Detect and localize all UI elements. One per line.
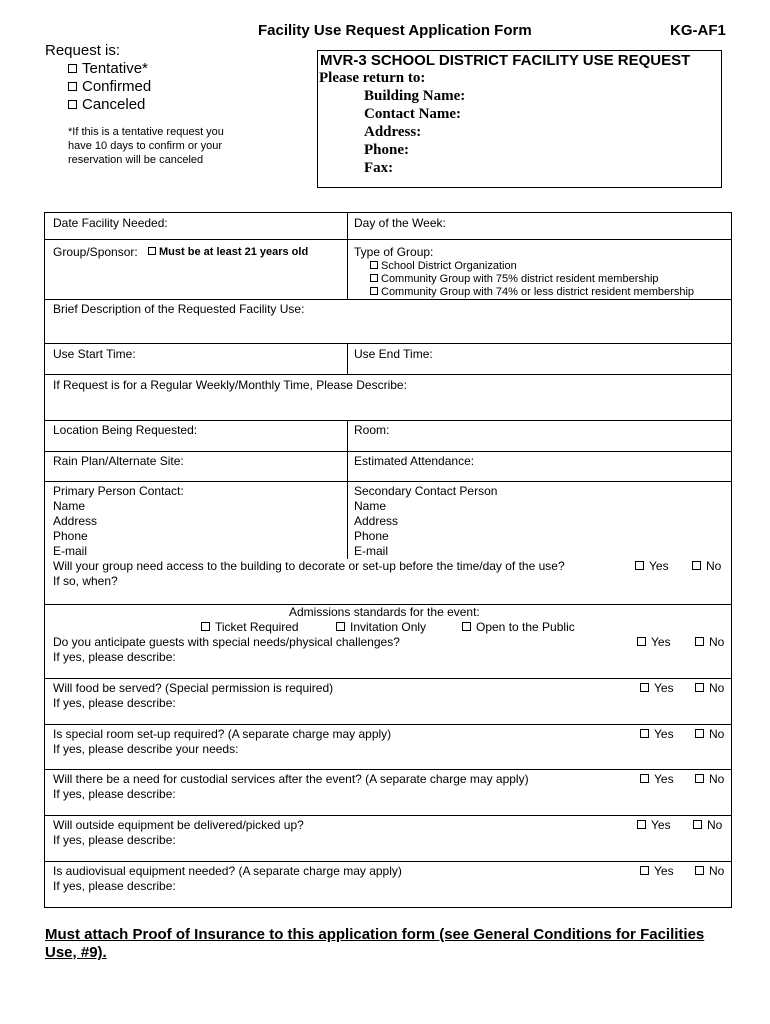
secondary-contact-label: Secondary Contact Person [354,484,498,498]
day-of-week-label: Day of the Week: [354,216,446,230]
checkbox-icon[interactable] [370,261,378,269]
attendance-label: Estimated Attendance: [354,454,475,468]
type-of-group-label: Type of Group: [354,245,434,259]
equipment-question: Will outside equipment be delivered/picked up? [53,818,304,832]
checkbox-icon[interactable] [201,622,210,631]
secondary-email-label: E-mail [354,544,389,558]
secondary-phone-label: Phone [354,529,389,543]
primary-address-label: Address [53,514,98,528]
food-describe: If yes, please describe: [53,696,176,710]
checkbox-icon[interactable] [695,866,704,875]
age-requirement[interactable]: Must be at least 21 years old [148,246,308,259]
tentative-note: *If this is a tentative request you have 10 days to confirm or your reservation will be canceled [68,126,224,166]
admission-ticket[interactable]: Ticket Required [201,620,299,635]
checkbox-icon[interactable] [695,729,704,738]
av-no[interactable]: No [695,864,724,879]
location-label: Location Being Requested: [53,423,198,437]
custodial-question: Will there be a need for custodial services after the event? (A separate charge may apply) [53,772,529,786]
equipment-describe: If yes, please describe: [53,833,176,847]
form-code: KG-AF1 [670,22,726,39]
av-yes[interactable]: Yes [640,864,674,879]
admission-public[interactable]: Open to the Public [462,620,575,635]
request-option-canceled[interactable]: Canceled [68,96,145,113]
checkbox-icon[interactable] [635,561,644,570]
start-time-label: Use Start Time: [53,347,136,361]
checkbox-icon[interactable] [68,100,77,109]
checkbox-icon[interactable] [693,820,702,829]
checkbox-icon[interactable] [370,287,378,295]
av-question: Is audiovisual equipment needed? (A separate charge may apply) [53,864,402,878]
custodial-no[interactable]: No [695,772,724,787]
checkbox-icon[interactable] [336,622,345,631]
setup-no[interactable]: No [695,727,724,742]
checkbox-icon[interactable] [148,247,156,255]
food-question: Will food be served? (Special permission is required) [53,681,334,695]
date-needed-label: Date Facility Needed: [53,216,168,230]
special-needs-describe: If yes, please describe: [53,650,176,664]
access-when-label: If so, when? [53,574,118,588]
food-yes[interactable]: Yes [640,681,674,696]
checkbox-icon[interactable] [640,729,649,738]
request-label: Request is: [45,42,121,59]
request-option-confirmed[interactable]: Confirmed [68,78,151,95]
equipment-no[interactable]: No [693,818,722,833]
description-label: Brief Description of the Requested Facility Use: [53,302,305,316]
admission-invitation[interactable]: Invitation Only [336,620,426,635]
av-describe: If yes, please describe: [53,879,176,893]
room-label: Room: [354,423,390,437]
checkbox-icon[interactable] [370,274,378,282]
checkbox-icon[interactable] [640,774,649,783]
secondary-name-label: Name [354,499,387,513]
access-yes[interactable]: Yes [635,559,669,574]
custodial-describe: If yes, please describe: [53,787,176,801]
checkbox-icon[interactable] [695,774,704,783]
request-form-table [44,212,732,908]
access-question: Will your group need access to the building to decorate or set-up before the time/day of the use? [53,559,565,573]
building-name-label: Building Name: [364,88,466,104]
checkbox-icon[interactable] [68,82,77,91]
phone-label: Phone: [364,142,409,158]
address-label: Address: [364,124,422,140]
fax-label: Fax: [364,160,394,176]
group-type-community-75[interactable]: Community Group with 75% district resident membership [370,273,659,286]
equipment-yes[interactable]: Yes [637,818,671,833]
checkbox-icon[interactable] [462,622,471,631]
special-needs-question: Do you anticipate guests with special needs/physical challenges? [53,635,400,649]
insurance-notice: Must attach Proof of Insurance to this application form (see General Conditions for Facilities Use, #9). [45,926,705,961]
rain-plan-label: Rain Plan/Alternate Site: [53,454,184,468]
primary-email-label: E-mail [53,544,88,558]
group-type-community-74[interactable]: Community Group with 74% or less district resident membership [370,286,694,299]
checkbox-icon[interactable] [637,637,646,646]
setup-yes[interactable]: Yes [640,727,674,742]
primary-name-label: Name [53,499,86,513]
request-option-tentative[interactable]: Tentative* [68,60,148,77]
group-sponsor-label: Group/Sponsor: [53,245,138,259]
form-title: Facility Use Request Application Form [258,22,532,39]
special-needs-yes[interactable]: Yes [637,635,671,650]
secondary-address-label: Address [354,514,399,528]
food-no[interactable]: No [695,681,724,696]
checkbox-icon[interactable] [695,637,704,646]
checkbox-icon[interactable] [692,561,701,570]
admissions-label: Admissions standards for the event: [289,605,480,619]
special-needs-no[interactable]: No [695,635,724,650]
end-time-label: Use End Time: [354,347,433,361]
checkbox-icon[interactable] [640,683,649,692]
contact-name-label: Contact Name: [364,106,462,122]
checkbox-icon[interactable] [637,820,646,829]
setup-question: Is special room set-up required? (A separate charge may apply) [53,727,392,741]
district-heading: MVR-3 SCHOOL DISTRICT FACILITY USE REQUEST [320,52,691,69]
primary-contact-label: Primary Person Contact: [53,484,184,498]
setup-describe: If yes, please describe your needs: [53,742,239,756]
group-type-school[interactable]: School District Organization [370,260,517,273]
return-to-label: Please return to: [319,70,426,86]
checkbox-icon[interactable] [640,866,649,875]
custodial-yes[interactable]: Yes [640,772,674,787]
checkbox-icon[interactable] [68,64,77,73]
district-box [317,50,722,188]
primary-phone-label: Phone [53,529,88,543]
access-no[interactable]: No [692,559,721,574]
checkbox-icon[interactable] [695,683,704,692]
regular-time-label: If Request is for a Regular Weekly/Monthly Time, Please Describe: [53,378,407,392]
